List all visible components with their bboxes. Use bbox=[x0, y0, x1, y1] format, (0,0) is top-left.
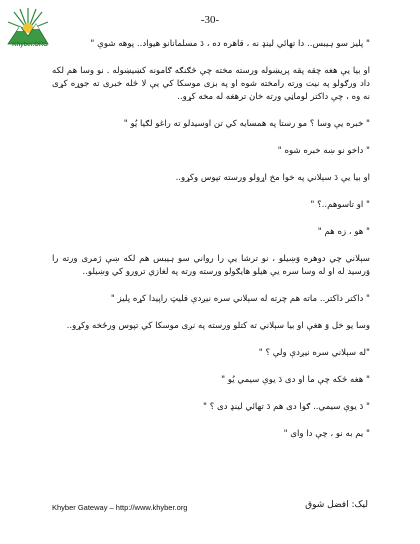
paragraph: او بیا یې هغه چقه پقه پریښوله ورسته مخته چې څګنګه ګامونه کښیښوله . نو وسا هم لکه داد ورګولو په نیت ورته رامخته شوه او په بزی موسکا کي یې لا څله خبری ته جوړه کړی نه وه ، چې داکتر لوماڼي ورته خان ترهغه له مخه کړو.. bbox=[52, 66, 370, 102]
paragraph: " هغه څکه چې ما او دی دَ یوې سیمي یُو " bbox=[221, 375, 370, 385]
footer-website-link[interactable]: Khyber Gateway – http://www.khyber.org bbox=[52, 503, 188, 512]
paragraph: " داخو نو ښه خبره شوه " bbox=[277, 146, 370, 156]
paragraph: " دَ یوې سیمي.. ګوا دی هم دَ تهائي لینډ دی ؟ " bbox=[203, 402, 370, 412]
paragraph: " پلیز سو ہیبس.. دا تهائي لینډ نه ، قاهره ده ، دَ مسلمانانو هیواد.. پوهه شوې " bbox=[90, 39, 370, 49]
paragraph: وسا یو خل وَ هغې او بیا سېلاني ته کتلو ورسته په نږی موسکا کي تپوس ورځخه وکړو.. bbox=[66, 321, 370, 331]
footer-author: لیک: افضل شوق bbox=[305, 500, 368, 510]
page-number: -30- bbox=[200, 14, 220, 26]
logo-text: Khyber.ORG bbox=[12, 42, 48, 48]
paragraph: "له سېلاني سره نیږدې ولې ؟ " bbox=[258, 348, 370, 358]
body-text bbox=[52, 38, 370, 455]
paragraph: " یم به نو ، چې دا وای " bbox=[283, 429, 370, 439]
paragraph: " داکتر داکتر.. ماته هم چرته له سېلاني سره نیږدې فلیټ راپیدا کړه پلیز " bbox=[110, 294, 370, 304]
paragraph: سېلاني چي دوهره وَښیلو ، نو ترشا یې را رواني سو ہیبس هم لکه ښې ژمری ورته را وَرسید له او له وسا سره یې هیلو هایګولو ورسته ورته په لغازي ترورو کي وښیلو.. bbox=[52, 254, 370, 277]
paragraph: " خبره یې وسا ؟ مو رستا په همسایه کي تن اوسیدلو ته راغو لګیا یُو " bbox=[123, 119, 370, 129]
paragraph: " هو ، زه هم " bbox=[317, 227, 370, 237]
paragraph: " او تاسوهم..؟ " bbox=[310, 200, 370, 210]
paragraph: او بیا یې دَ سېلاني په خوا مخ اړولو ورسته تپوس وکړو.. bbox=[175, 173, 370, 183]
